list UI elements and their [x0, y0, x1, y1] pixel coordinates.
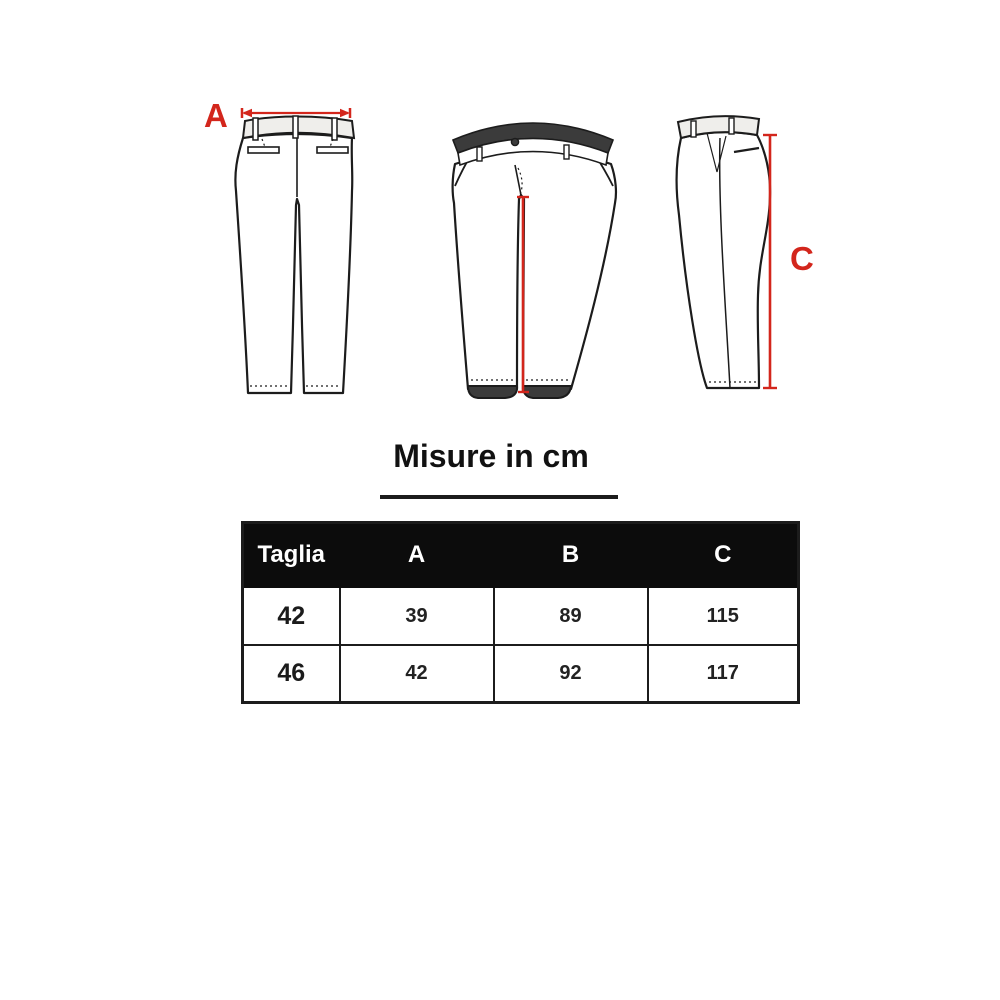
belt-loop	[691, 121, 696, 137]
header-a: A	[340, 523, 494, 588]
cell-value: 42	[340, 645, 494, 702]
back-pocket-welt	[248, 147, 279, 153]
pants-back-view-drawing	[200, 95, 390, 405]
hem-opening-dark	[468, 386, 517, 398]
measure-label-c: C	[790, 240, 814, 277]
cell-value: 115	[648, 587, 799, 645]
cell-value: 117	[648, 645, 799, 702]
table-row	[243, 645, 799, 702]
belt-loop	[729, 118, 734, 134]
cell-value: 89	[494, 587, 648, 645]
header-c: C	[648, 523, 799, 588]
belt-loop	[477, 147, 482, 161]
header-taglia: Taglia	[243, 523, 340, 588]
front-pants-body	[453, 151, 616, 389]
size-table	[241, 521, 800, 704]
measure-label-a: A	[204, 97, 228, 134]
waist-button	[511, 138, 518, 145]
cell-value: 92	[494, 645, 648, 702]
back-pocket-welt	[317, 147, 348, 153]
table-header-row	[243, 523, 799, 588]
belt-loop	[564, 145, 569, 159]
table-row	[243, 587, 799, 645]
belt-loop	[332, 118, 337, 140]
hem-opening-dark	[523, 386, 571, 398]
belt-loop	[293, 116, 298, 138]
back-pants-body	[235, 134, 352, 393]
cell-size: 42	[243, 587, 340, 645]
title-underline	[380, 495, 618, 499]
page-title: Misure in cm	[393, 438, 589, 474]
cell-value: 39	[340, 587, 494, 645]
header-b: B	[494, 523, 648, 588]
cell-size: 46	[243, 645, 340, 702]
pants-side-view-drawing	[660, 100, 820, 400]
belt-loop	[253, 118, 258, 140]
pants-front-view-drawing	[445, 108, 625, 403]
